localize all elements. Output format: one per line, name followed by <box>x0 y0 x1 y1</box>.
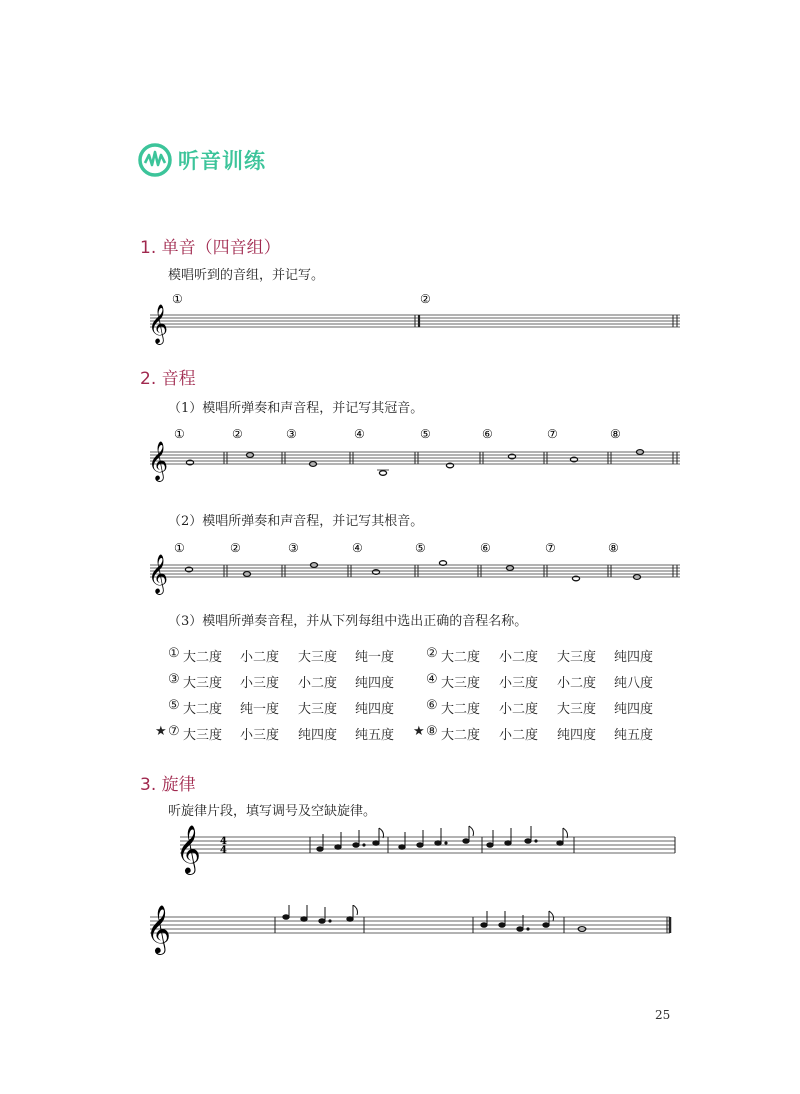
interval-option[interactable]: 大二度 <box>441 702 481 717</box>
question-number: ② <box>426 646 438 661</box>
question-number: ⑤ <box>168 698 180 713</box>
staff-label: ① <box>174 427 185 441</box>
star-mark-icon: ★ <box>155 724 167 739</box>
interval-option[interactable]: 大三度 <box>441 676 481 691</box>
time-signature-bottom: 4 <box>220 845 227 856</box>
interval-option[interactable]: 纯四度 <box>614 702 654 717</box>
staff-label: ④ <box>354 427 365 441</box>
interval-option[interactable]: 小二度 <box>557 676 597 691</box>
section2-title: 2. 音程 <box>140 369 196 389</box>
treble-clef-icon: 𝄞 <box>148 554 169 594</box>
question-number: ③ <box>168 672 180 687</box>
staff-label: ③ <box>288 541 299 555</box>
interval-option[interactable]: 小三度 <box>240 676 280 691</box>
interval-option[interactable]: 大三度 <box>183 728 223 743</box>
staff-label: ② <box>420 292 431 306</box>
question-number: ① <box>168 646 180 661</box>
quarter-note <box>317 847 323 852</box>
question-number: ⑧ <box>426 724 438 739</box>
interval-option[interactable]: 大二度 <box>183 650 223 665</box>
staff-label: ⑧ <box>608 541 619 555</box>
interval-option[interactable]: 纯四度 <box>355 702 395 717</box>
interval-option[interactable]: 大二度 <box>441 650 481 665</box>
interval-option[interactable]: 大三度 <box>298 650 338 665</box>
treble-clef-icon: 𝄞 <box>148 441 169 481</box>
interval-option[interactable]: 小二度 <box>499 702 539 717</box>
whole-note <box>379 471 386 476</box>
interval-option[interactable]: 纯五度 <box>355 728 395 743</box>
section3-instruction: 听旋律片段，填写调号及空缺旋律。 <box>168 804 377 819</box>
interval-option[interactable]: 大三度 <box>557 702 597 717</box>
interval-option[interactable]: 小二度 <box>499 728 539 743</box>
interval-option[interactable]: 纯四度 <box>355 676 395 691</box>
interval-option[interactable]: 大三度 <box>183 676 223 691</box>
staff-label: ⑥ <box>480 541 491 555</box>
staff-section1 <box>140 288 700 348</box>
staff-interval-root <box>140 538 700 598</box>
section2-part2-instruction: （2）模唱所弹奏和声音程，并记写其根音。 <box>168 514 424 529</box>
interval-option[interactable]: 纯五度 <box>614 728 654 743</box>
interval-option[interactable]: 小二度 <box>499 650 539 665</box>
star-mark-icon: ★ <box>413 724 425 739</box>
staff-label: ⑤ <box>415 541 426 555</box>
ear-music-icon <box>138 143 172 177</box>
interval-option[interactable]: 纯四度 <box>614 650 654 665</box>
page-number: 25 <box>655 1008 671 1022</box>
question-number: ⑥ <box>426 698 438 713</box>
section-header <box>138 140 266 180</box>
treble-clef-icon: 𝄞 <box>176 824 201 873</box>
staff-label: ⑥ <box>482 427 493 441</box>
staff-label: ⑦ <box>545 541 556 555</box>
interval-option[interactable]: 纯四度 <box>557 728 597 743</box>
interval-option[interactable]: 小二度 <box>240 650 280 665</box>
interval-option[interactable]: 大二度 <box>183 702 223 717</box>
melody-staff-2 <box>140 905 690 955</box>
section2-part3-instruction: （3）模唱所弹奏音程，并从下列每组中选出正确的音程名称。 <box>168 614 528 629</box>
staff-label: ④ <box>352 541 363 555</box>
interval-option[interactable]: 小二度 <box>298 676 338 691</box>
section1-title: 1. 单音（四音组） <box>140 238 281 258</box>
dotted-quarter-note <box>353 843 359 848</box>
treble-clef-icon: 𝄞 <box>146 905 171 953</box>
interval-option[interactable]: 纯四度 <box>298 728 338 743</box>
staff-label: ① <box>172 292 183 306</box>
interval-option[interactable]: 纯八度 <box>614 676 654 691</box>
staff-label: ② <box>232 427 243 441</box>
staff-label: ⑤ <box>420 427 431 441</box>
question-number: ④ <box>426 672 438 687</box>
interval-option[interactable]: 纯一度 <box>240 702 280 717</box>
staff-label: ② <box>230 541 241 555</box>
time-signature-top: 4 <box>220 836 227 847</box>
interval-option[interactable]: 大三度 <box>557 650 597 665</box>
section2-part1-instruction: （1）模唱所弹奏和声音程，并记写其冠音。 <box>168 401 424 416</box>
interval-option[interactable]: 大三度 <box>298 702 338 717</box>
staff-label: ⑦ <box>547 427 558 441</box>
melody-staff-1 <box>170 822 690 877</box>
section3-title: 3. 旋律 <box>140 775 196 795</box>
interval-option[interactable]: 大二度 <box>441 728 481 743</box>
staff-label: ⑧ <box>610 427 621 441</box>
quarter-note <box>335 845 341 850</box>
interval-option[interactable]: 小三度 <box>240 728 280 743</box>
header-title: 听音训练 <box>178 149 266 173</box>
staff-label: ③ <box>286 427 297 441</box>
staff-interval-upper <box>140 425 700 490</box>
staff-label: ① <box>174 541 185 555</box>
question-number: ⑦ <box>168 724 180 739</box>
eighth-note <box>373 841 379 846</box>
section1-instruction: 模唱听到的音组，并记写。 <box>168 268 325 283</box>
treble-clef-icon: 𝄞 <box>148 304 169 344</box>
interval-option[interactable]: 小三度 <box>499 676 539 691</box>
interval-option[interactable]: 纯一度 <box>355 650 395 665</box>
